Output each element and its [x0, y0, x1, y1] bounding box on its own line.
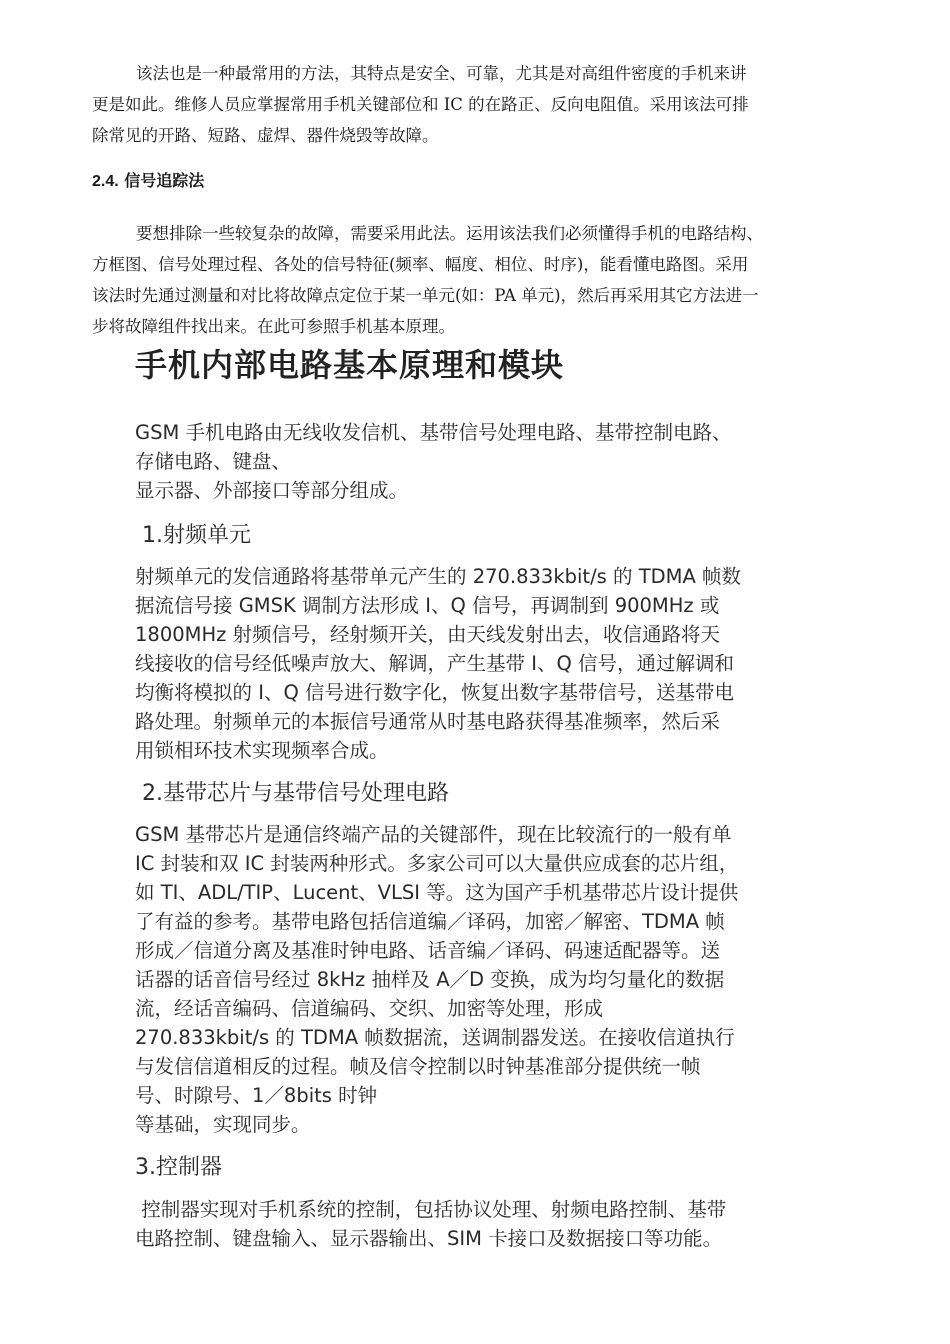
rf-unit-paragraph: [135, 562, 835, 765]
signal-tracing-paragraph: [92, 218, 862, 342]
text-line: 除常见的开路、短路、虚焊、器件烧毁等故障。: [92, 126, 439, 145]
text-line: 存储电路、键盘、: [135, 450, 292, 473]
section-heading-2-4: [92, 168, 204, 191]
text-line: 射频单元的发信通路将基带单元产生的 270.833kbit/s 的 TDMA 帧数: [135, 565, 741, 588]
text-line: 均衡将模拟的 I、Q 信号进行数字化，恢复出数字基带信号，送基带电: [135, 681, 734, 704]
text-line: 据流信号接 GMSK 调制方法形成 I、Q 信号，再调制到 900MHz 或: [135, 594, 720, 617]
controller-paragraph: [135, 1195, 835, 1253]
text-line: 270.833kbit/s 的 TDMA 帧数据流，送调制器发送。在接收信道执行: [135, 1026, 735, 1049]
text-line: 1800MHz 射频信号，经射频开关，由天线发射出去，收信通路将天: [135, 623, 721, 646]
section-heading-controller: 3.控制器: [135, 1155, 222, 1180]
text-line: 等基础，实现同步。: [135, 1113, 311, 1136]
main-heading: 手机内部电路基本原理和模块: [135, 346, 565, 384]
text-line: 形成／信道分离及基准时钟电路、话音编／译码、码速适配器等。送: [135, 939, 721, 962]
text-line: 路处理。射频单元的本振信号通常从时基电路获得基准频率，然后采: [135, 710, 721, 733]
text-line: 与发信信道相反的过程。帧及信令控制以时钟基准部分提供统一帧: [135, 1055, 701, 1078]
section-title: 信号追踪法: [124, 171, 205, 190]
text-line: 流，经话音编码、信道编码、交织、加密等处理，形成: [135, 997, 604, 1020]
text-line: 更是如此。维修人员应掌握常用手机关键部位和 IC 的在路正、反向电阻值。采用该法可排: [92, 95, 749, 114]
text-line: 了有益的参考。基带电路包括信道编／译码，加密／解密、TDMA 帧: [135, 910, 725, 933]
text-line: 控制器实现对手机系统的控制，包括协议处理、射频电路控制、基带: [135, 1198, 727, 1221]
text-line: 话器的话音信号经过 8kHz 抽样及 A／D 变换，成为均匀量化的数据: [135, 968, 725, 991]
text-line: 该法也是一种最常用的方法，其特点是安全、可靠，尤其是对高组件密度的手机来讲: [136, 64, 747, 83]
text-line: 如 TI、ADL/TIP、Lucent、VLSI 等。这为国产手机基带芯片设计提供: [135, 881, 739, 904]
overview-paragraph: [135, 418, 835, 505]
section-heading-rf-unit: 1.射频单元: [142, 523, 251, 548]
text-line: GSM 手机电路由无线收发信机、基带信号处理电路、基带控制电路、: [135, 421, 732, 444]
text-line: 方框图、信号处理过程、各处的信号特征(频率、幅度、相位、时序)，能看懂电路图。采用: [92, 255, 749, 274]
text-line: 该法时先通过测量和对比将故障点定位于某一单元(如：PA 单元)，然后再采用其它方法进一: [92, 286, 759, 305]
text-line: 要想排除一些较复杂的故障，需要采用此法。运用该法我们必须懂得手机的电路结构、: [136, 224, 763, 243]
baseband-paragraph: [135, 820, 835, 1139]
text-line: 步将故障组件找出来。在此可参照手机基本原理。: [92, 317, 455, 336]
text-line: 线接收的信号经低噪声放大、解调，产生基带 I、Q 信号，通过解调和: [135, 652, 734, 675]
text-line: 显示器、外部接口等部分组成。: [135, 479, 409, 502]
text-line: 电路控制、键盘输入、显示器输出、SIM 卡接口及数据接口等功能。: [135, 1227, 723, 1250]
text-line: GSM 基带芯片是通信终端产品的关键部件，现在比较流行的一般有单: [135, 823, 732, 846]
section-heading-baseband: 2.基带芯片与基带信号处理电路: [142, 781, 449, 806]
section-number: 2.4.: [92, 173, 119, 190]
text-line: IC 封装和双 IC 封装两种形式。多家公司可以大量供应成套的芯片组，: [135, 852, 739, 875]
text-line: 号、时隙号、1／8bits 时钟: [135, 1084, 378, 1107]
text-line: 用锁相环技术实现频率合成。: [135, 739, 389, 762]
intro-paragraph: [92, 58, 862, 151]
